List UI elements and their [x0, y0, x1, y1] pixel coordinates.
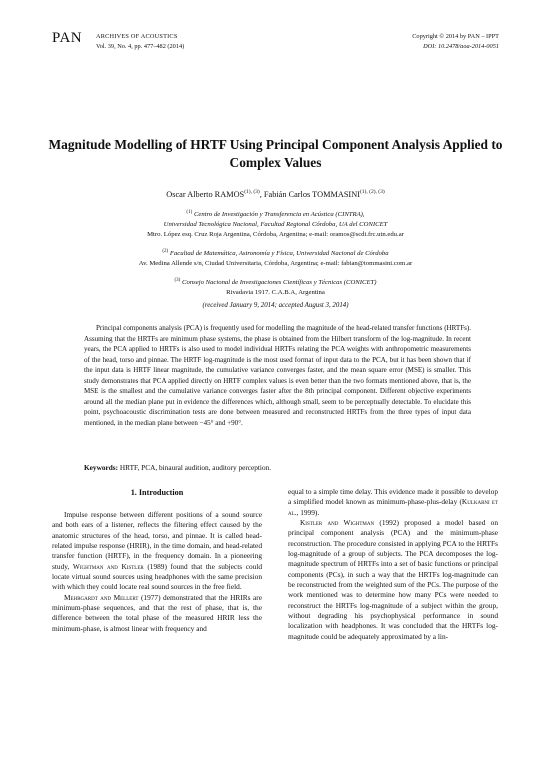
received-dates: (received January 9, 2014; accepted August 3, 2014): [202, 302, 349, 309]
citation: Mehrgardt and Mellert: [64, 592, 139, 602]
right-column: [288, 487, 498, 642]
affiliation-2: $^{(2)}$ Facultad de Matemática, Astronomía y Física, Universidad Nacional de Córdoba Av. Medina Allende s/n, Ciudad Universitaria, Córdoba, Argentina; e-mail: fabian@tommasini.com.ar: [40, 247, 511, 269]
abstract: Principal components analysis (PCA) is frequently used for modelling the magnitude of the head-related transfer functions (HRTFs). Assuming that the HRTFs are minimum phase systems, the phase is obtained from the Hilbert transform of the log-magnitude. In recent years, the PCA applied to HRTFs is also used to model individual HRTFs relating the PCA weights with anthropometric measurements of the head, torso and pinnae. The HRTF log-magnitude is the most used format of input data to the PCA, but it has been shown that if the input data is HRTF linear magnitude, the cumulative variance converges faster, and the mean square error (MSE) is smaller. This study demonstrates that PCA applied directly on HRTF complex values is even better than the two formats mentioned above, that is, the MSE is the smallest and the cumulative variance converges faster after the 8th principal component. Different objective experiments around all the median plane put in evidence the differences which, although small, seem to be perceptually detectable. To elucidate this point, psychoacoustic discrimination tests are done between measured and reconstructed HRTFs from the three types of input data mentioned, in the median plane between −45° and +90°.: [84, 324, 471, 427]
citation: Kistler and Wightman: [300, 518, 375, 528]
section-heading: 1. Introduction: [130, 488, 184, 497]
affiliation-marks: (1), (2), (3): [359, 189, 385, 195]
copyright-line: Copyright © 2014 by PAN – IPPT: [412, 33, 499, 40]
citation: Kulkarni et al.: [288, 497, 498, 517]
running-header: [52, 30, 499, 60]
volume-info: Vol. 39, No. 4, pp. 477–482 (2014): [96, 43, 185, 50]
left-column: [52, 487, 262, 634]
doi-line[interactable]: DOI: 10.2478/aoa-2014-0051: [423, 43, 499, 50]
affiliation-1: $^{(1)}$ Centro de Investigación y Transferencia en Acústica (CINTRA), Universidad Tecnológica Nacional, Facultad Regional Córdoba, UA del CONICET Mtro. López esq. Cruz Roja Argentina, Córdoba, Argentina; e-mail: oramos@scdi.frc.utn.edu.ar: [40, 208, 511, 240]
journal-info: [96, 32, 184, 52]
affiliation-address: Mtro. López esq. Cruz Roja Argentina, Córdoba, Argentina; e-mail: oramos@scdi.frc.utn.edu.ar: [147, 231, 404, 239]
affiliation-address: Av. Medina Allende s/n, Ciudad Universitaria, Córdoba, Argentina; e-mail: fabian@tommasini.com.ar: [138, 260, 413, 268]
author-line: Oscar Alberto $RAMOS^{(1), (3)}$, Fabián Carlos $TOMMASINI^{(1), (2), (3)}$: [166, 189, 385, 199]
paragraph: Kistler and Wightman (1992) proposed a model based on principal component analysis (PCA) and the minimum-phase reconstruction. The procedure consisted in applying PCA to the HRTFs log-magnitude of a group of subjects. The PCA decomposes the log-magnitude spectrum of HRTFs into a set of basic functions or principal components (PCs), in such a way that the HRTFs log-magnitude can be reconstructed from the weighted sum of the PCs. The purpose of the work mentioned was to determine how many PCs were needed to reconstruct the HRTFs log-magnitude of a subject within the group, without degrading his psychophysical performance in sound localization with headphones. It was concluded that the HRTFs log-magnitude could be adequately approximated by a lin-: [288, 518, 498, 641]
paper-title: Magnitude Modelling of HRTF Using Principal Component Analysis Applied to Complex Values: [48, 137, 503, 170]
citation: Wightman and Kistler: [72, 561, 144, 571]
author-name: Fabián Carlos TOMMASINI: [263, 189, 360, 199]
keywords: Keywords: HRTF, PCA, binaural audition, auditory perception.: [84, 463, 272, 472]
affiliation-3: $^{(3)}$ Consejo Nacional de Investigaciones Científicas y Técnicas (CONICET) Rivadavia 1917. C.A.B.A, Argentina: [40, 276, 511, 298]
journal-name: ARCHIVES OF ACOUSTICS: [96, 33, 178, 40]
affiliation-address: Rivadavia 1917. C.A.B.A, Argentina: [226, 289, 325, 297]
paragraph: Mehrgardt and Mellert (1977) demonstrated that the HRIRs are minimum-phase sequences, and that the rest of phase, that is, the difference between the total phase of the measured HRIR less the minimum-phase, is almost linear with frequency and: [52, 592, 263, 633]
paragraph: Impulse response between different positions of a sound source and both ears of a listener, reflects the filtering effect caused by the anatomic structures of the head, torso, and pinnae. It is called head-related impulse response (HRIR), in the time domain, and head-related transfer function (HRTF), in the frequency domain. In a pioneering study, Wightman and Kistler (1989) found that the subjects could locate virtual sound sources using headphones with the same precision with which they could locate real sound sources in the free field.: [52, 510, 263, 592]
paragraph: equal to a simple time delay. This evidence made it possible to develop a simplified model known as minimum-phase-plus-delay (Kulkarni et al., 1999).: [288, 487, 498, 517]
author-name: Oscar Alberto RAMOS: [166, 189, 245, 199]
pan-logo: PAN: [52, 30, 83, 46]
rights-info: [412, 32, 499, 52]
affiliation-marks: (1), (3): [244, 189, 260, 195]
